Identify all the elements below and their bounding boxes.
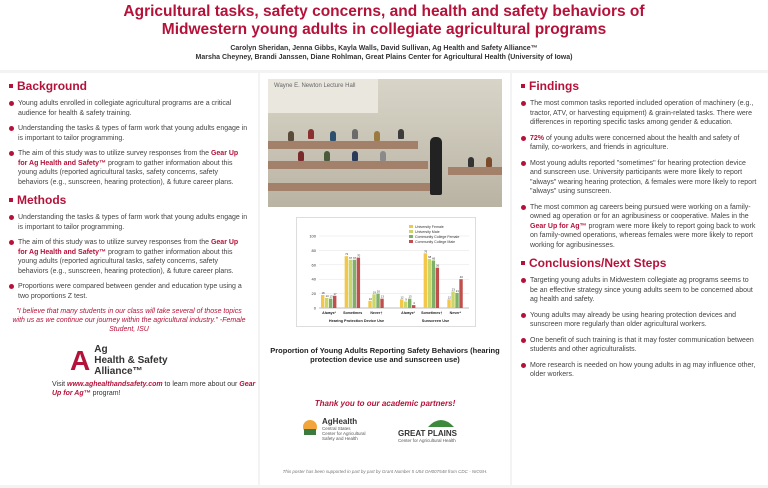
chart-svg: [297, 218, 477, 328]
photo-label: Wayne E. Newton Lecture Hall: [274, 83, 356, 89]
list-item: Young adults may already be using hearing protection devices and sunscreen more regularly than older agricultural workers.: [530, 311, 758, 330]
x-tick-label: Always*: [401, 311, 415, 315]
chart-legend: [409, 225, 459, 244]
photo-desk: [268, 183, 438, 191]
leaf-icon: [426, 417, 456, 429]
list-item: Proportions were compared between gender and education type using a two proportions Z test.: [18, 282, 248, 301]
classroom-photo: [268, 79, 502, 207]
bar: [459, 279, 462, 308]
data-label: 56: [436, 263, 440, 268]
data-label: 19: [372, 290, 376, 295]
photo-person: [352, 151, 358, 161]
bar: [455, 293, 458, 308]
chart-title: Proportion of Young Adults Reporting Safety Behaviors (hearing protection device use and sunscreen use): [270, 346, 500, 364]
program-name: Gear Up for Ag Health and Safety™: [18, 239, 239, 256]
partner-subtitle: Center for Agricultural Health: [398, 438, 456, 443]
data-label: 18: [321, 291, 325, 296]
heading-marker: [9, 198, 13, 202]
title-line-2: Midwestern young adults in collegiate agricultural programs: [161, 21, 607, 38]
data-label: 67: [353, 255, 357, 260]
data-label: 23: [451, 287, 455, 292]
safety-behaviors-chart: [296, 217, 476, 327]
text: The most common ag careers being pursued were working on a family-owned ag operation or for an agribusiness or cooperative. Males in the: [530, 203, 751, 220]
text: program to gather information about this young adults (reported agricultural tasks, safety concerns, safety behaviors (e.g., sunscreen, hearing protection), & future career plans.: [18, 159, 234, 186]
bar: [428, 259, 431, 308]
conclusions-heading-text: Conclusions/Next Steps: [529, 256, 667, 270]
background-heading: [9, 79, 258, 93]
ahsa-logo-text: [94, 344, 167, 377]
photo-person: [468, 157, 474, 167]
chart-bars: [321, 253, 463, 308]
logo-line: Alliance™: [94, 366, 143, 377]
left-column: [0, 73, 258, 485]
bar: [376, 294, 379, 308]
legend-label: University Male: [415, 230, 440, 234]
list-item: [530, 203, 758, 251]
methods-heading: [9, 193, 258, 207]
visit-text: [0, 380, 258, 398]
photo-person: [324, 151, 330, 161]
heading-marker: [9, 84, 13, 88]
photo-person: [298, 151, 304, 161]
bar: [325, 298, 328, 308]
legend-swatch: [409, 235, 413, 238]
legend-label: Community College Male: [415, 240, 456, 244]
authors-line-1: Carolyn Sheridan, Jenna Gibbs, Kayla Walls, David Sullivan, Ag Health and Safety Alliance™: [230, 45, 538, 52]
bar: [400, 299, 403, 308]
methods-list: [0, 213, 258, 301]
text: to learn more about our: [162, 381, 240, 388]
photo-desk: [268, 161, 428, 169]
bar: [345, 256, 348, 308]
photo-desk: [268, 141, 418, 149]
bar: [321, 295, 324, 308]
list-item: Young adults enrolled in collegiate agricultural programs are a critical audience for health & safety training.: [18, 99, 248, 118]
data-label: 67: [349, 255, 353, 260]
list-item: The most common tasks reported included operation of machinery (e.g., tractor, ATV, or harvesting equipment) & grain-related tasks. There were differences in reporting specific tasks among gender & education.: [530, 99, 758, 128]
photo-person: [288, 131, 294, 141]
background-list: [0, 99, 258, 187]
photo-person: [374, 131, 380, 141]
background-heading-text: Background: [17, 79, 88, 93]
partner-subtitle: Central States: [322, 426, 351, 431]
data-label: 12: [447, 295, 451, 300]
middle-column: [260, 73, 510, 485]
findings-heading: [521, 79, 768, 93]
aghealth-logo: [300, 417, 370, 441]
bar: [329, 299, 332, 308]
bar: [333, 296, 336, 308]
photo-desk: [448, 167, 502, 175]
text: Visit: [52, 381, 68, 388]
conclusions-heading: [521, 256, 768, 270]
list-item: [530, 134, 758, 153]
bar: [436, 268, 439, 308]
bar: [353, 260, 356, 308]
photo-person: [308, 129, 314, 139]
logo-line: Health & Safety: [94, 355, 168, 366]
list-item: [18, 149, 248, 187]
thanks-heading: Thank you to our academic partners!: [314, 399, 456, 408]
x-tick-label: Never*: [449, 311, 462, 315]
bar: [404, 302, 407, 308]
program-name: Gear Up for Ag™: [530, 222, 587, 230]
program-name: Gear Up for Ag™: [52, 381, 256, 397]
bar: [451, 291, 454, 308]
sun-icon: [300, 417, 320, 439]
x-tick-label: Never†: [370, 311, 383, 315]
bar: [372, 294, 375, 308]
bar: [357, 258, 360, 308]
text: of young adults were concerned about the health and safety of family, co-workers, and friends in agriculture.: [530, 134, 740, 151]
poster-header: [0, 0, 768, 70]
list-item: Understanding the tasks & types of farm work that young adults engage in is important to tailor programming.: [18, 125, 248, 142]
title-line-1: Agricultural tasks, safety concerns, and health and safety behaviors of: [123, 3, 645, 20]
bar: [432, 260, 435, 308]
funding-note: This poster has been supported in part by part by Grant Number 5 U54 OH007548 from CDC - NIOSH.: [282, 469, 488, 474]
ahsa-logo-mark: A: [70, 344, 91, 376]
x-tick-label: Always*: [322, 311, 336, 315]
poster-title: [0, 0, 768, 39]
legend-swatch: [409, 230, 413, 233]
legend-label: Community College Female: [415, 235, 460, 239]
list-item: One benefit of such training is that it may foster communication between students and other agriculturalists.: [530, 336, 758, 355]
photo-person: [352, 129, 358, 139]
group-label: Sunscreen Use: [421, 319, 450, 323]
y-tick-label: 100: [309, 233, 316, 239]
data-label: 12: [400, 295, 404, 300]
quote-attribution: -Female Student, ISU: [109, 317, 246, 333]
partner-name: GREAT PLAINS: [398, 429, 457, 438]
list-item: Targeting young adults in Midwestern collegiate ag programs seems to be an effective strategy since young adults seem to be concerned about ag health and safety.: [530, 276, 758, 305]
bar: [349, 260, 352, 308]
heading-marker: [521, 261, 525, 265]
highlight-stat: 72%: [530, 134, 545, 142]
list-item: Most young adults reported "sometimes" for hearing protection device and sunscreen use. University participants were more likely to report "always" wearing hearing protection, & females were more likely to report "always" using sunscreen.: [530, 159, 757, 195]
data-label: 66: [432, 256, 436, 261]
ahsa-logo: [70, 344, 258, 377]
x-tick-label: Sometimes†: [421, 311, 443, 315]
list-item: [18, 238, 248, 276]
authors-line-2: Marsha Cheyney, Brandi Janssen, Diane Rohlman, Great Plains Center for Agricultural Health (University of Iowa): [195, 54, 573, 61]
text: The aim of this study was to utilize survey responses from the: [18, 150, 211, 157]
text: The aim of this study was to utilize survey responses from the: [18, 239, 211, 246]
photo-person: [398, 129, 404, 139]
bar: [368, 301, 371, 308]
data-label: 17: [333, 291, 337, 296]
authors: [0, 44, 768, 62]
student-quote: [0, 307, 258, 334]
y-tick-label: 20: [311, 291, 316, 297]
data-label: 70: [357, 253, 361, 258]
website-link[interactable]: www.aghealthandsafety.com: [67, 381, 163, 388]
y-tick-label: 80: [311, 247, 316, 253]
photo-person: [486, 157, 492, 167]
program-name: Gear Up for Ag Health and Safety™: [18, 150, 239, 167]
methods-heading-text: Methods: [17, 193, 67, 207]
data-label: 9: [405, 297, 407, 302]
right-column: [512, 73, 768, 485]
data-label: 72: [345, 252, 349, 257]
conclusions-list: [512, 276, 768, 380]
data-label: 68: [428, 255, 432, 260]
x-tick-label: Sometimes: [343, 311, 363, 315]
data-label: 13: [380, 294, 384, 299]
data-label: 40: [459, 275, 463, 280]
text: program to gather information about this young adults (reported agricultural tasks, safety concerns, safety behaviors (e.g., sunscreen, hearing protection), & future career plans.: [18, 248, 234, 275]
logo-line: Ag: [94, 344, 108, 355]
group-label: Hearing Protection Device Use: [328, 319, 385, 323]
text: program were more likely to report going back to work on family-owned operations, whereas females were more likely to report working for agribusinesses.: [530, 222, 756, 249]
findings-list: [512, 99, 768, 250]
legend-label: University Female: [415, 225, 444, 229]
list-item: Understanding the tasks & types of farm work that young adults engage in is important to tailor programming.: [18, 214, 248, 231]
y-tick-label: 60: [311, 262, 316, 268]
partner-name: AgHealth: [322, 417, 358, 426]
bar: [380, 299, 383, 308]
legend-swatch: [409, 225, 413, 228]
data-label: 4: [413, 301, 415, 306]
bar: [447, 299, 450, 308]
y-tick-label: 0: [313, 305, 316, 311]
bar: [408, 299, 411, 308]
chart-grid: [319, 236, 469, 308]
data-label: 10: [368, 296, 372, 301]
data-label: 13: [408, 294, 412, 299]
partner-subtitle: Center for Agricultural Safety and Health: [322, 431, 366, 441]
photo-presenter: [430, 137, 442, 195]
data-label: 13: [329, 294, 333, 299]
great-plains-logo: [398, 417, 482, 443]
text: program!: [90, 390, 121, 397]
heading-marker: [521, 84, 525, 88]
legend-swatch: [409, 240, 413, 243]
data-label: 76: [424, 249, 428, 254]
bar: [424, 253, 427, 308]
data-label: 21: [455, 288, 459, 293]
y-tick-label: 40: [311, 276, 316, 282]
list-item: More research is needed on how young adults in ag may influence other, older workers.: [530, 361, 758, 380]
data-label: 20: [376, 289, 380, 294]
bar: [412, 305, 415, 308]
photo-person: [380, 151, 386, 161]
findings-heading-text: Findings: [529, 79, 579, 93]
chart-labels: [309, 234, 463, 324]
photo-person: [330, 131, 336, 141]
data-label: 14: [325, 293, 329, 298]
quote-text: "I believe that many students in our class will take several of those topics with us as we continue our journey within the agricultural industry.": [12, 308, 242, 324]
